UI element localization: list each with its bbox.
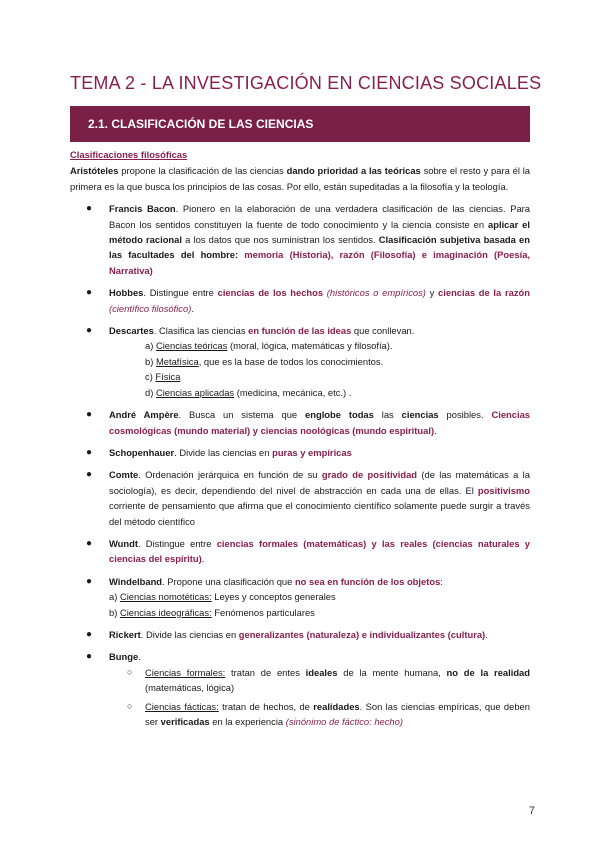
list-item-hobbes: ● Hobbes. Distingue entre ciencias de los hechos (históricos o empíricos) y ciencias de la razón (científico filosófico).: [86, 287, 530, 314]
list-item-ampere: ● André Ampère. Busca un sistema que englobe todas las ciencias posibles. Ciencias cosmológicas (mundo material) y ciencias noológicas (mundo espiritual).: [86, 409, 530, 436]
bullet-icon: ●: [86, 628, 93, 640]
subsection-heading: Clasificaciones filosóficas: [70, 149, 188, 160]
sublist-item: c) Física: [145, 371, 181, 383]
bullet-icon: ●: [86, 287, 93, 299]
sublist-item: a) Ciencias teóricas (moral, lógica, matemáticas y filosofía).: [145, 340, 393, 352]
list-item-bunge: ● Bunge. ○ Ciencias formales: tratan de entes ideales de la mente humana, no de la realidad (matemáticas, lógica) ○ Ciencias fácticas: tratan de hechos, de realidades. Son las ciencias empíricas, que deben ser verificadas en la experiencia (sinónimo de fáctico: hecho): [70, 649, 530, 729]
bullet-icon: ●: [86, 409, 93, 421]
sublist-item: b) Ciencias ideográficas: Fenómenos particulares: [109, 606, 315, 618]
bunge-sublist: [109, 665, 530, 730]
list-item-schopenhauer: ● Schopenhauer. Divide las ciencias en puras y empíricas: [70, 445, 530, 460]
bullet-icon: ●: [86, 575, 93, 587]
bullet-icon: ●: [86, 325, 93, 337]
intro-paragraph: Aristóteles propone la clasificación de las ciencias dando prioridad a las teóricas sobre el resto y para él la primera es la que busca los principios de las cosas. Por ello, están supeditadas a la filosofía y la teología.: [70, 165, 531, 192]
list-item-descartes: ● Descartes. Clasifica las ciencias en función de las ideas que conllevan. a) Ciencias teóricas (moral, lógica, matemáticas y filosofía). b) Metafísica, que es la base de todos los conocimientos. c) Física d) Ciencias aplicadas (medicina, mecánica, etc.) .: [70, 323, 530, 400]
list-item-comte: ● Comte. Ordenación jerárquica en función de su grado de positividad (de las matemáticas a la sociología), es decir, dependiendo del nivel de abstracción en cada una de ellas. El positivismo corriente de pensamiento que afirma que el conocimiento científico solamente puede surgir a través del método científico: [86, 469, 530, 527]
section-header: 2.1. CLASIFICACIÓN DE LAS CIENCIAS: [70, 106, 530, 142]
list-item-windelband: ● Windelband. Propone una clasificación que no sea en función de los objetos: a) Ciencias nomotéticas: Leyes y conceptos generales b) Ciencias ideográficas: Fenómenos particulares: [70, 574, 530, 620]
list-item-rickert: ● Rickert. Divide las ciencias en generalizantes (naturaleza) e individualizantes (cultura).: [70, 627, 530, 642]
list-item-wundt: ● Wundt. Distingue entre ciencias formales (matemáticas) y las reales (ciencias naturales y ciencias del espíritu).: [86, 537, 531, 565]
sublist-item: a) Ciencias nomotéticas: Leyes y conceptos generales: [109, 591, 336, 603]
circle-bullet-icon: ○: [127, 700, 133, 711]
sublist-item-formales: ○ Ciencias formales: tratan de entes ideales de la mente humana, no de la realidad (matemáticas, lógica): [127, 666, 530, 694]
windelband-sublist: [109, 589, 530, 620]
chapter-title: TEMA 2 - LA INVESTIGACIÓN EN CIENCIAS SOCIALES: [70, 73, 542, 93]
classification-list: [70, 201, 530, 729]
bullet-icon: ●: [86, 651, 93, 663]
bullet-icon: ●: [86, 469, 93, 481]
sublist-item: d) Ciencias aplicadas (medicina, mecánica, etc.) .: [145, 386, 352, 398]
sublist-item-facticas: ○ Ciencias fácticas: tratan de hechos, de realidades. Son las ciencias empíricas, que deben ser verificadas en la experiencia (sinónimo de fáctico: hecho): [127, 700, 530, 727]
descartes-sublist: [109, 338, 530, 400]
bullet-icon: ●: [86, 446, 93, 458]
sublist-item: b) Metafísica, que es la base de todos los conocimientos.: [145, 355, 384, 367]
page-number: 7: [528, 805, 535, 817]
circle-bullet-icon: ○: [127, 666, 133, 677]
bullet-icon: ●: [86, 537, 93, 549]
bullet-icon: ●: [86, 203, 93, 215]
list-item-bacon: ● Francis Bacon. Pionero en la elaboración de una verdadera clasificación de las ciencias. Para Bacon los sentidos constituyen la fuente de todo conocimiento y la ciencia consiste en aplicar el método racional a los datos que nos suministran los sentidos. Clasificación subjetiva basada en las facultades del hombre: memoria (Historia), razón (Filosofía) e imaginación (Poesía, Narrativa): [86, 203, 531, 276]
document-body: [70, 147, 530, 736]
